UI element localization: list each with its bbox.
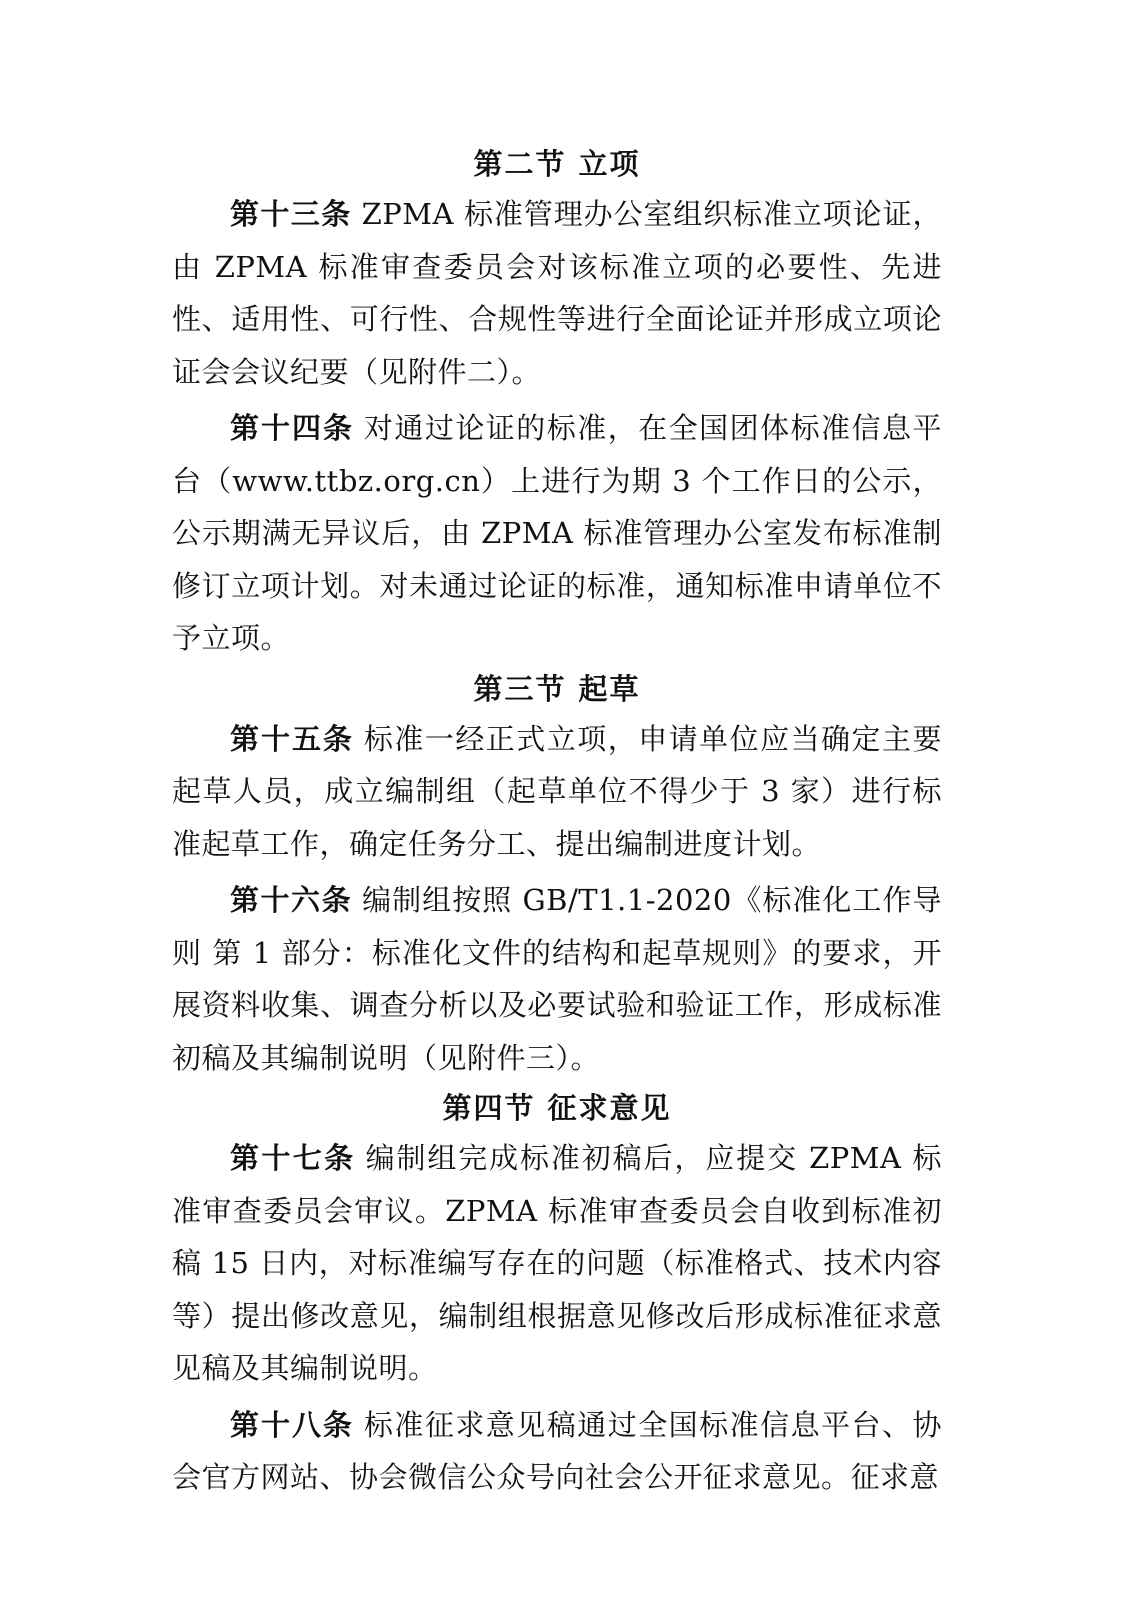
- article-label: 第十五条: [230, 721, 354, 756]
- article-14: [172, 402, 942, 665]
- section-title: 第二节 立项: [473, 147, 641, 181]
- article-17: [172, 1132, 942, 1395]
- article-label: 第十四条: [230, 411, 354, 445]
- article-16: [172, 874, 942, 1084]
- article-text: 编制组完成标准初稿后，应提交 ZPMA 标准审查委员会审议。ZPMA 标准审查委员会自收到标准初稿 15 日内，对标准编写存在的问题（标准格式、技术内容等）提出修改意见，编制组根据意见修改后形成标准征求意见稿及其编制说明。: [172, 1141, 942, 1385]
- section-title: 第三节 起草: [473, 671, 641, 706]
- article-text: ZPMA 标准管理办公室组织标准立项论证，由 ZPMA 标准审查委员会对该标准立项的必要性、先进性、适用性、可行性、合规性等进行全面论证并形成立项论证会会议纪要（见附件二）。: [172, 197, 942, 389]
- article-label: 第十三条: [230, 197, 352, 231]
- article-label: 第十六条: [230, 883, 353, 917]
- article-text: 标准一经正式立项，申请单位应当确定主要起草人员，成立编制组（起草单位不得少于 3 家）进行标准起草工作，确定任务分工、提出编制进度计划。: [172, 721, 942, 861]
- article-label: 第十七条: [230, 1141, 356, 1175]
- article-18: [172, 1399, 942, 1504]
- section-title: 第四节 征求意见: [442, 1091, 672, 1125]
- article-15: [172, 713, 942, 871]
- article-label: 第十八条: [230, 1407, 354, 1442]
- article-text: 标准征求意见稿通过全国标准信息平台、协会官方网站、协会微信公众号向社会公开征求意见。征求意: [172, 1407, 942, 1494]
- article-text: 编制组按照 GB/T1.1-2020《标准化工作导则 第 1 部分：标准化文件的结构和起草规则》的要求，开展资料收集、调查分析以及必要试验和验证工作，形成标准初稿及其编制说明（见附件三）。: [172, 883, 942, 1075]
- article-text: 对通过论证的标准，在全国团体标准信息平台（www.ttbz.org.cn）上进行为期 3 个工作日的公示，公示期满无异议后，由 ZPMA 标准管理办公室发布标准制修订立项计划。对未通过论证的标准，通知标准申请单位不予立项。: [172, 411, 942, 655]
- section-drafting: [172, 665, 942, 1085]
- section-soliciting-opinions: [172, 1084, 942, 1504]
- article-13: [172, 188, 942, 398]
- section-project-approval: [172, 140, 942, 665]
- document-body: [172, 140, 942, 1504]
